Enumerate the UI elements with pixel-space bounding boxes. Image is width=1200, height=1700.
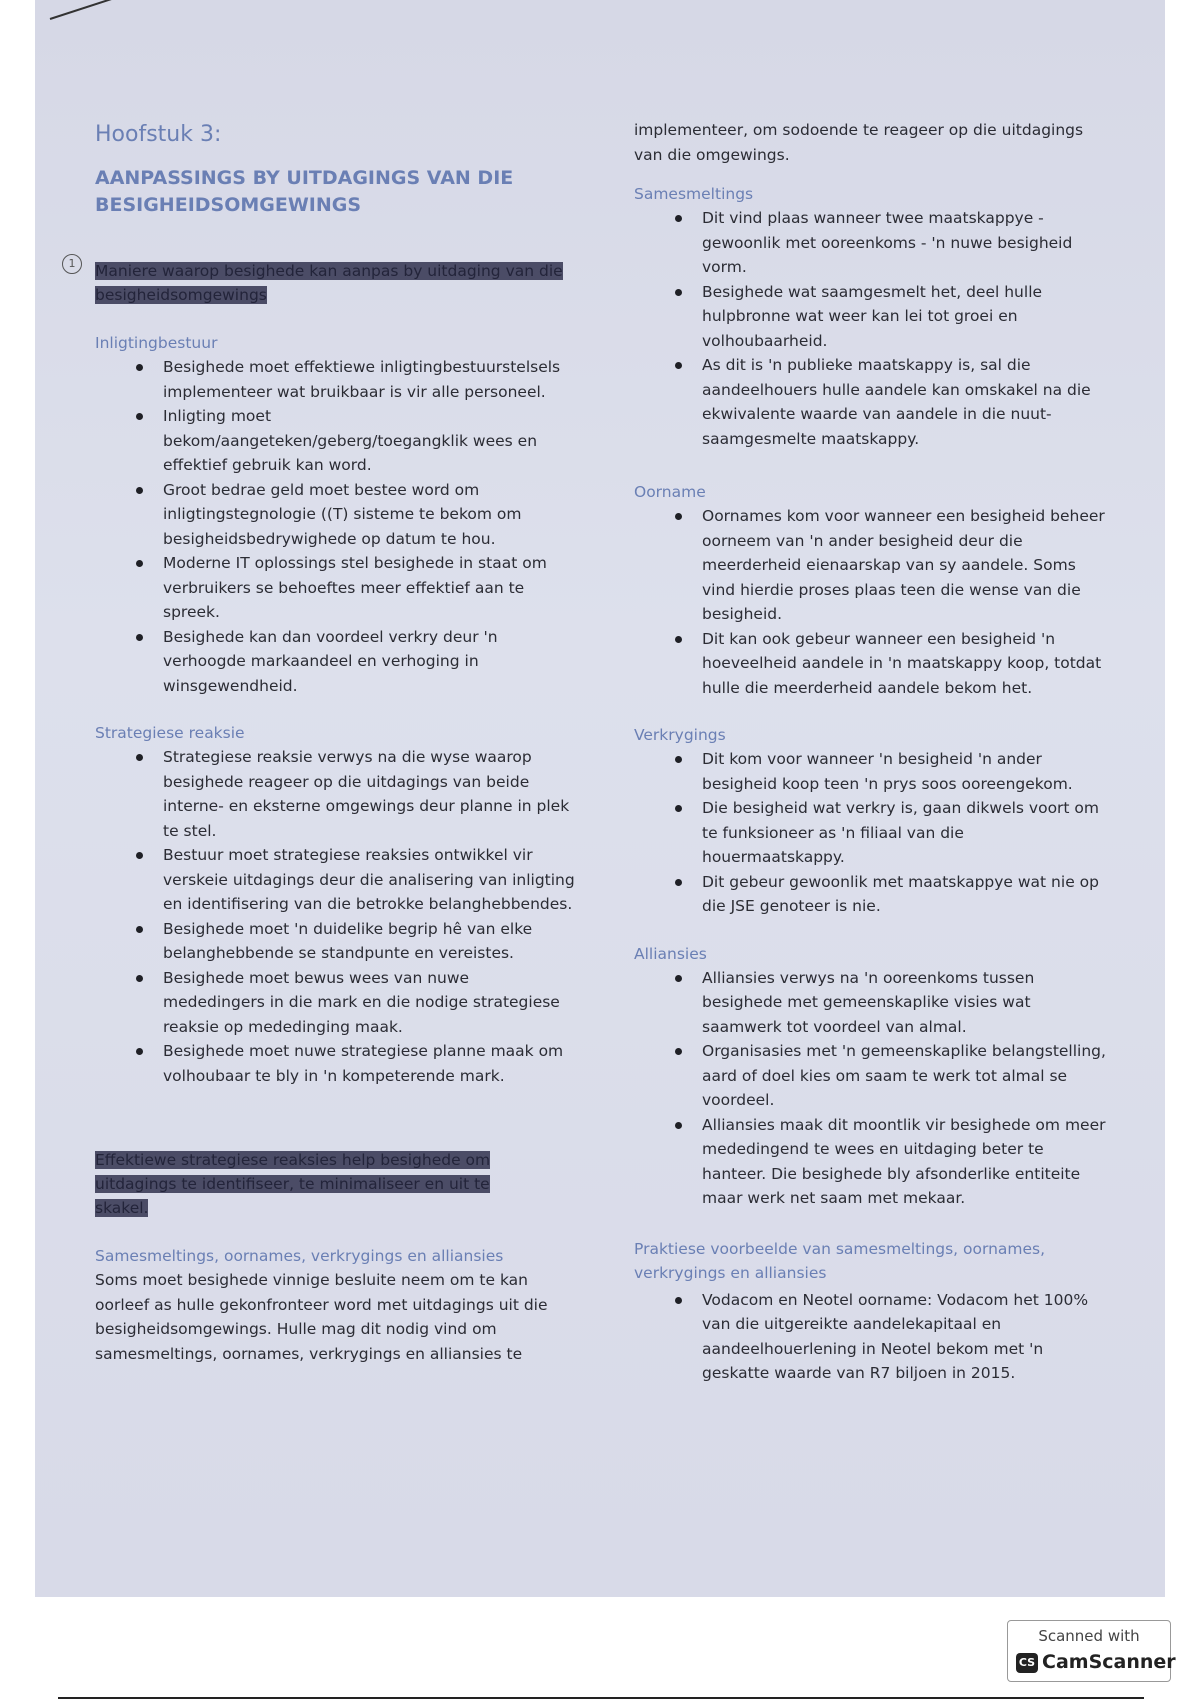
chapter-title: Hoofstuk 3: [95,122,222,147]
list-item: Inligting moet bekom/aangeteken/geberg/toegangklik wees en effektief gebruik kan word. [163,404,575,478]
list-item: Besighede moet bewus wees van nuwe mededingers in die mark en die nodige strategiese reaksie op mededinging maak. [163,966,575,1040]
list-item: Die besigheid wat verkry is, gaan dikwels voort om te funksioneer as 'n filiaal van die houermaatskappy. [702,796,1110,870]
bullet-list-verkrygings [634,747,1110,919]
list-item: Oornames kom voor wanneer een besigheid beheer oorneem van 'n ander besigheid deur die meerderheid eienaarskap van sy aandele. Soms vind hierdie proses plaas teen die wense van die besigheid. [702,504,1110,627]
right-column [634,118,1110,1412]
list-item: Groot bedrae geld moet bestee word om inligtingstegnologie ((T) sisteme te bekom om besigheidsbedrywighede op datum te hou. [163,478,575,552]
bullet-list-strategiese-reaksie [95,745,575,1088]
list-item: Besighede wat saamgesmelt het, deel hulle hulpbronne wat weer kan lei tot groei en volhoubaarheid. [702,280,1110,354]
section-heading-alliansies: Alliansies [634,944,707,963]
camscanner-logo-icon: CS [1016,1653,1038,1673]
section-heading-oorname: Oorname [634,483,706,501]
section-heading-samesmeltings-oornames: Samesmeltings, oornames, verkrygings en alliansies [95,1247,504,1265]
section-heading-samesmeltings: Samesmeltings [634,185,754,203]
list-item: Dit kan ook gebeur wanneer een besigheid 'n hoeveelheid aandele in 'n maatskappy koop, totdat hulle die meerderheid aandele bekom het. [702,627,1110,701]
left-column [95,118,575,1388]
list-item: Moderne IT oplossings stel besighede in staat om verbruikers se behoeftes meer effektief aan te spreek. [163,551,575,625]
badge-brand-name: CamScanner [1042,1651,1176,1673]
list-item: Alliansies verwys na 'n ooreenkoms tussen besighede met gemeenskaplike visies wat saamwerk tot voordeel van almal. [702,966,1110,1040]
list-item: Organisasies met 'n gemeenskaplike belangstelling, aard of doel kies om saam te werk tot almal se voordeel. [702,1039,1110,1113]
paragraph: Soms moet besighede vinnige besluite neem om te kan oorleef as hulle gekonfronteer word met uitdagings uit die besigheidsomgewings. Hulle mag dit nodig vind om samesmeltings, oornames, verkrygings en alliansies te [95,1271,548,1363]
bullet-list-oorname [634,504,1110,700]
bottom-divider [58,1697,1144,1699]
bullet-list-praktiese-voorbeelde [634,1288,1110,1386]
list-item: Dit kom voor wanneer 'n besigheid 'n ander besigheid koop teen 'n prys soos ooreengekom. [702,747,1110,796]
list-item: Besighede moet 'n duidelike begrip hê van elke belanghebbende se standpunte en vereistes. [163,917,575,966]
list-item: Besighede moet nuwe strategiese planne maak om volhoubaar te bly in 'n kompeterende mark. [163,1039,575,1088]
bullet-list-samesmeltings [634,206,1110,451]
section-heading-verkrygings: Verkrygings [634,726,726,744]
camscanner-badge [1007,1620,1176,1682]
list-item: Besighede moet effektiewe inligtingbestuurstelsels implementeer wat bruikbaar is vir alle personeel. [163,355,575,404]
bullet-list-alliansies [634,966,1110,1211]
badge-caption: Scanned with [1038,1627,1140,1645]
list-item: Dit gebeur gewoonlik met maatskappye wat nie op die JSE genoteer is nie. [702,870,1110,919]
list-item: Alliansies maak dit moontlik vir besighede om meer mededingend te wees en uitdaging beter te hanteer. Die besighede bly afsonderlike entiteite maar werk net saam met mekaar. [702,1113,1110,1211]
section-heading-strategiese-reaksie: Strategiese reaksie [95,724,245,742]
chapter-subtitle: AANPASSINGS BY UITDAGINGS VAN DIE BESIGHEIDSOMGEWINGS [95,167,514,216]
list-item: Vodacom en Neotel oorname: Vodacom het 100% van die uitgereikte aandelekapitaal en aandeelhouerlening in Neotel bekom met 'n geskatte waarde van R7 biljoen in 2015. [702,1288,1110,1386]
section-heading-praktiese-voorbeelde: Praktiese voorbeelde van samesmeltings, oornames, verkrygings en alliansies [634,1239,1046,1282]
highlighted-heading-1 [95,259,575,307]
paragraph: implementeer, om sodoende te reageer op die uitdagings van die omgewings. [634,121,1084,164]
highlighted-heading-2 [95,1148,525,1220]
list-item: As dit is 'n publieke maatskappy is, sal die aandeelhouers hulle aandele kan omskakel na die ekwivalente waarde van aandele in die nuut-saamgesmelte maatskappy. [702,353,1110,451]
list-item: Bestuur moet strategiese reaksies ontwikkel vir verskeie uitdagings deur die analisering van inligting en identifisering van die betrokke belanghebbendes. [163,843,575,917]
list-item: Dit vind plaas wanneer twee maatskappye - gewoonlik met ooreenkoms - 'n nuwe besigheid vorm. [702,206,1110,280]
list-item: Strategiese reaksie verwys na die wyse waarop besighede reageer op die uitdagings van beide interne- en eksterne omgewings deur planne in plek te stel. [163,745,575,843]
handwritten-circle-mark: 1 [62,254,82,274]
bullet-list-inligtingbestuur [95,355,575,698]
list-item: Besighede kan dan voordeel verkry deur 'n verhoogde markaandeel en verhoging in winsgewendheid. [163,625,575,699]
highlight-text: Effektiewe strategiese reaksies help besighede om uitdagings te identifiseer, te minimaliseer en uit te skakel. [95,1151,491,1217]
section-heading-inligtingbestuur: Inligtingbestuur [95,334,218,352]
highlight-text: Maniere waarop besighede kan aanpas by uitdaging van die besigheidsomgewings [95,262,563,304]
